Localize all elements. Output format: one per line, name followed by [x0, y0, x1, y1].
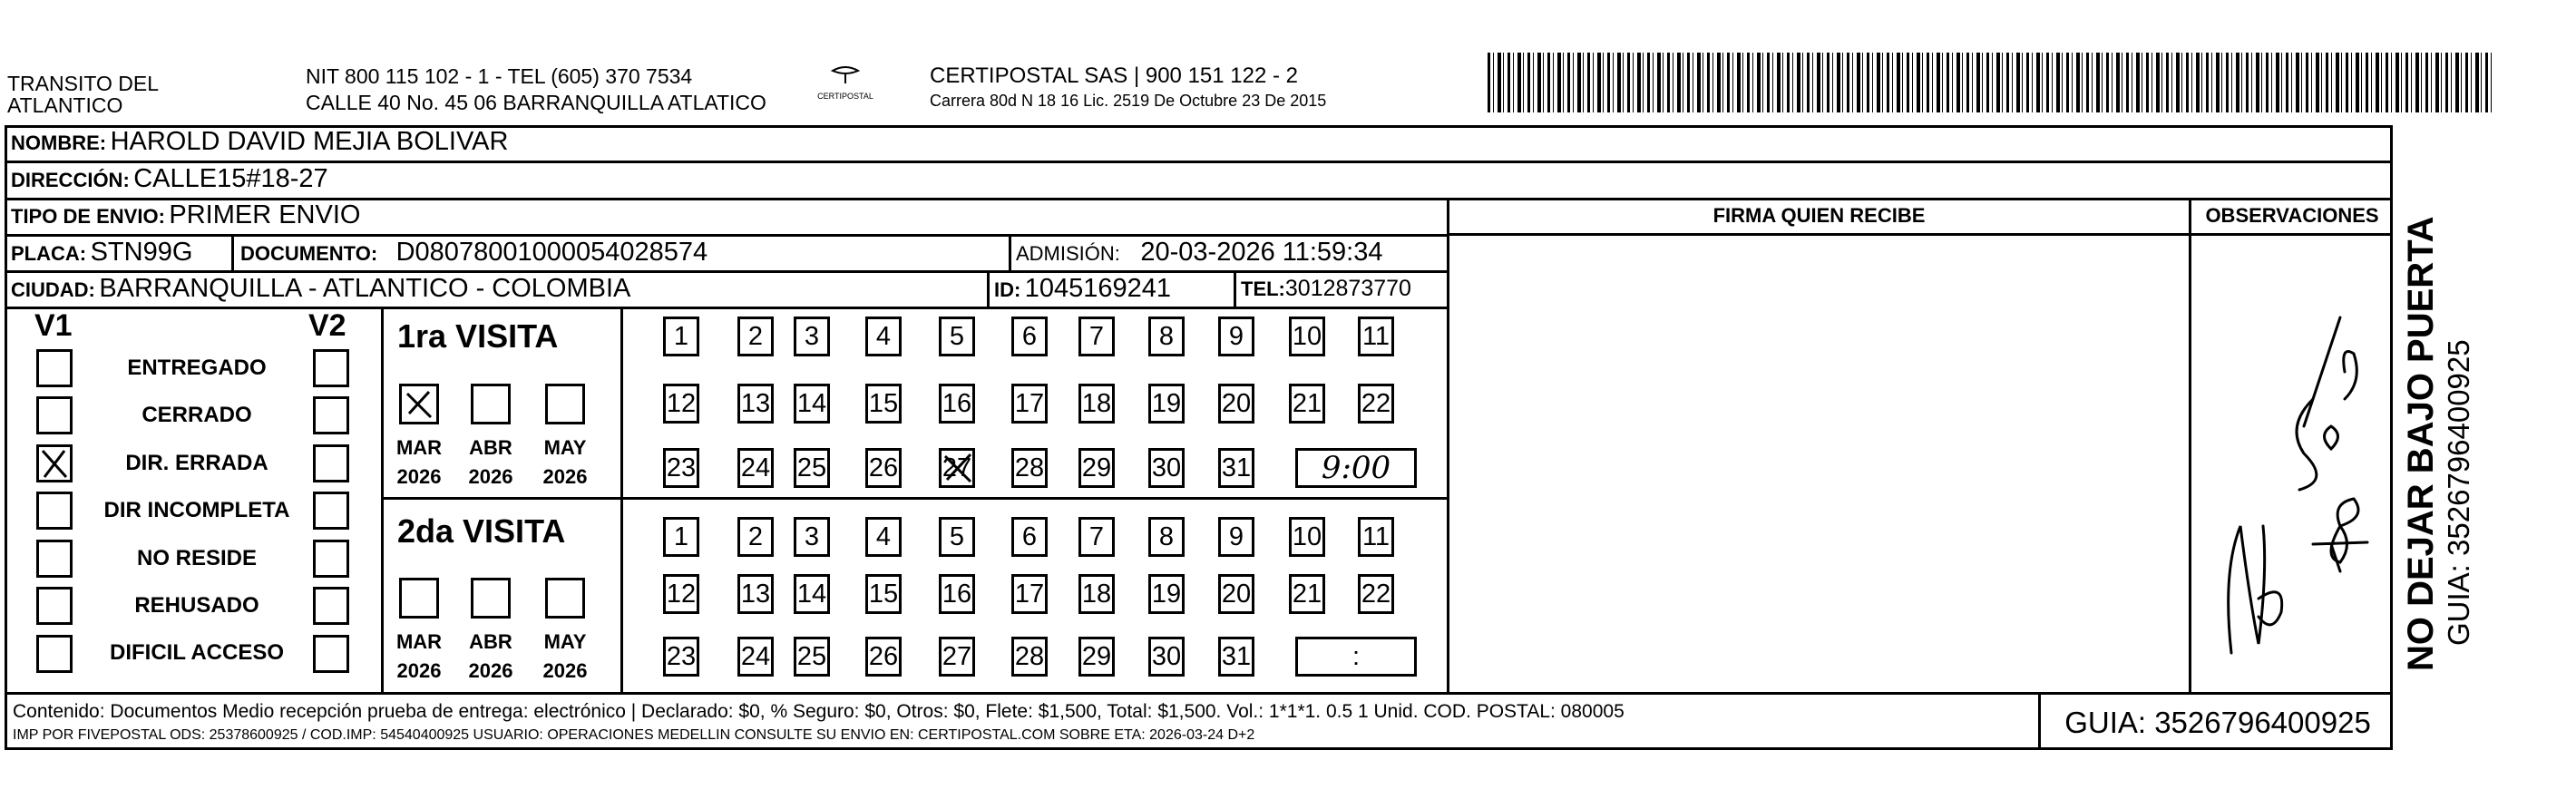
direccion-field — [11, 164, 328, 194]
footer-contenido: Contenido: Documentos Medio recepción prueba de entrega: electrónico | Declarado: $0, % Seguro: $0, Otros: $0, Flete: $1,500, Total: $1,500. Vol.: 1*1*1. 0.5 1 Unid. COD. POSTAL: 080005 — [13, 701, 1625, 722]
sender-info — [306, 63, 766, 116]
day-number: 23 — [666, 641, 697, 671]
first-day-16[interactable] — [939, 384, 975, 424]
first-day-27[interactable] — [939, 448, 975, 488]
day-number: 17 — [1014, 388, 1045, 418]
day-number: 9 — [1228, 321, 1244, 351]
day-number: 30 — [1151, 641, 1182, 671]
row-line-1 — [5, 161, 2393, 163]
reason-dir-incompleta: DIR INCOMPLETA — [103, 498, 290, 522]
first-day-25[interactable] — [794, 448, 830, 488]
org-line-2: ATLANTICO — [7, 93, 123, 117]
second-day-6[interactable] — [1011, 517, 1048, 557]
v2-label: V2 — [308, 308, 346, 343]
placa-field — [11, 238, 192, 268]
second-day-16[interactable] — [939, 574, 975, 614]
second-day-27[interactable] — [939, 637, 975, 677]
check-mark-icon — [39, 447, 70, 480]
logo-icon — [827, 63, 864, 87]
day-number: 29 — [1081, 641, 1112, 671]
check-mark-icon — [402, 386, 436, 423]
second-day-22[interactable] — [1358, 574, 1394, 614]
second-day-2[interactable] — [737, 517, 774, 557]
day-number: 4 — [875, 321, 892, 351]
obs-left-line — [2189, 198, 2191, 692]
day-number: 26 — [868, 453, 899, 482]
tipo-label: TIPO DE ENVIO: — [11, 205, 165, 228]
footer-imp: IMP POR FIVEPOSTAL ODS: 25378600925 / COD.IMP: 54540400925 USUARIO: OPERACIONES MEDELLIN CONSULTE SU ENVIO EN: CERTIPOSTAL.COM SOBRE ETA: 2026-03-24 D+2 — [13, 727, 1255, 743]
month-name: MAR — [395, 436, 443, 459]
admision-field — [1016, 238, 1383, 268]
first-day-20[interactable] — [1218, 384, 1254, 424]
reason-dificil-acceso: DIFICIL ACCESO — [109, 640, 284, 665]
tel-value: 3012873770 — [1284, 276, 1411, 301]
day-number: 2 — [747, 521, 764, 551]
sign-left-line — [1447, 198, 1449, 692]
first-label-mar — [392, 434, 446, 492]
first-day-14[interactable] — [794, 384, 830, 424]
v2-checkbox-dir-errada[interactable] — [313, 444, 349, 482]
day-number: 3 — [804, 321, 820, 351]
day-number: 9 — [1228, 521, 1244, 551]
row-line-2 — [5, 198, 2393, 200]
id-value: 1045169241 — [1024, 274, 1172, 303]
day-number: 8 — [1158, 321, 1175, 351]
day-number: 27 — [942, 453, 972, 482]
side-notice — [2401, 163, 2476, 671]
day-number: 14 — [796, 388, 827, 418]
day-number: 27 — [942, 641, 972, 671]
second-day-29[interactable] — [1078, 637, 1115, 677]
day-number: 28 — [1014, 453, 1045, 482]
first-day-1[interactable] — [663, 317, 699, 356]
row-line-3 — [5, 234, 1447, 237]
second-day-5[interactable] — [939, 517, 975, 557]
day-number: 11 — [1361, 321, 1390, 351]
day-number: 1 — [673, 321, 689, 351]
sender-address: CALLE 40 No. 45 06 BARRANQUILLA ATLATICO — [306, 91, 766, 114]
reason-entregado: ENTREGADO — [127, 356, 267, 380]
first-day-23[interactable] — [663, 448, 699, 488]
first-label-abr — [463, 434, 518, 492]
month-name: ABR — [469, 436, 512, 459]
first-day-8[interactable] — [1148, 317, 1185, 356]
placa-label: PLACA: — [11, 242, 87, 265]
second-day-18[interactable] — [1078, 574, 1115, 614]
v1-checkbox-dir-errada[interactable] — [36, 444, 73, 482]
org-name — [7, 73, 189, 116]
day-number: 22 — [1361, 388, 1391, 418]
footer-divider — [2038, 692, 2041, 750]
second-day-13[interactable] — [737, 574, 774, 614]
first-day-22[interactable] — [1358, 384, 1394, 424]
visit-divider — [381, 497, 1447, 500]
second-day-31[interactable] — [1218, 637, 1254, 677]
first-day-26[interactable] — [865, 448, 902, 488]
observaciones-handwritten — [2195, 299, 2386, 680]
month-year: 2026 — [396, 659, 442, 682]
observaciones-label: OBSERVACIONES — [2205, 204, 2379, 227]
tel-label: TEL: — [1241, 278, 1285, 300]
first-day-5[interactable] — [939, 317, 975, 356]
second-day-3[interactable] — [794, 517, 830, 557]
day-number: 15 — [868, 579, 899, 609]
certipostal-logo — [809, 63, 882, 109]
day-number: 28 — [1014, 641, 1045, 671]
day-number: 20 — [1221, 579, 1252, 609]
tipo-field — [11, 200, 360, 230]
second-label-abr — [463, 628, 518, 686]
company-name: CERTIPOSTAL SAS | 900 151 122 - 2 — [930, 63, 1298, 88]
documento-value: D08078001000054028574 — [395, 238, 708, 267]
second-day-25[interactable] — [794, 637, 830, 677]
first-day-24[interactable] — [737, 448, 774, 488]
sender-nit: NIT 800 115 102 - 1 - TEL (605) 370 7534 — [306, 64, 693, 88]
logo-text: CERTIPOSTAL — [817, 92, 873, 101]
footer-guia: GUIA: 3526796400925 — [2064, 706, 2371, 739]
first-day-30[interactable] — [1148, 448, 1185, 488]
day-number: 3 — [804, 521, 820, 551]
month-name: MAY — [543, 436, 587, 459]
reason-no-reside: NO RESIDE — [136, 546, 258, 570]
v2-checkbox-rehusado[interactable] — [313, 587, 349, 625]
second-month-mar[interactable] — [399, 578, 439, 619]
tipo-value: PRIMER ENVIO — [169, 200, 361, 229]
day-number: 30 — [1151, 453, 1182, 482]
day-number: 18 — [1081, 579, 1112, 609]
ciudad-field — [11, 274, 630, 304]
day-number: 16 — [942, 579, 972, 609]
firma-label: FIRMA QUIEN RECIBE — [1712, 204, 1926, 227]
month-year: 2026 — [396, 465, 442, 488]
check-mark-icon — [942, 451, 974, 485]
reason-cerrado: CERRADO — [141, 403, 252, 427]
nombre-label: NOMBRE: — [11, 132, 107, 154]
sign-top-line — [1447, 233, 2393, 236]
placa-divider — [231, 234, 234, 270]
reason-dir-errada: DIR. ERRADA — [125, 451, 268, 475]
day-number: 10 — [1292, 521, 1322, 551]
day-number: 25 — [796, 453, 827, 482]
day-number: 29 — [1081, 453, 1112, 482]
id-field — [994, 274, 1171, 304]
month-year: 2026 — [468, 465, 513, 488]
first-day-21[interactable] — [1289, 384, 1325, 424]
day-number: 24 — [740, 453, 771, 482]
org-line-1: TRANSITO DEL — [7, 72, 159, 95]
second-day-14[interactable] — [794, 574, 830, 614]
day-number: 5 — [949, 321, 965, 351]
second-time-field[interactable] — [1295, 637, 1417, 677]
v1-label: V1 — [34, 308, 73, 343]
first-day-12[interactable] — [663, 384, 699, 424]
placa-value: STN99G — [90, 238, 193, 267]
month-name: MAR — [395, 630, 443, 653]
first-day-13[interactable] — [737, 384, 774, 424]
tel-divider — [1234, 270, 1236, 307]
v2-checkbox-dir-incompleta[interactable] — [313, 492, 349, 530]
day-number: 10 — [1292, 321, 1322, 351]
first-day-2[interactable] — [737, 317, 774, 356]
second-label-may — [538, 628, 592, 686]
month-name: MAY — [543, 630, 587, 653]
day-number: 31 — [1221, 641, 1252, 671]
second-day-4[interactable] — [865, 517, 902, 557]
second-day-17[interactable] — [1011, 574, 1048, 614]
day-number: 7 — [1088, 321, 1105, 351]
day-number: 1 — [673, 521, 689, 551]
first-day-28[interactable] — [1011, 448, 1048, 488]
day-number: 5 — [949, 521, 965, 551]
v2-checkbox-no-reside[interactable] — [313, 540, 349, 578]
second-day-19[interactable] — [1148, 574, 1185, 614]
second-day-8[interactable] — [1148, 517, 1185, 557]
day-number: 21 — [1292, 579, 1322, 609]
second-day-7[interactable] — [1078, 517, 1115, 557]
day-number: 17 — [1014, 579, 1045, 609]
second-day-21[interactable] — [1289, 574, 1325, 614]
second-day-10[interactable] — [1289, 517, 1325, 557]
first-day-9[interactable] — [1218, 317, 1254, 356]
footer-line — [5, 692, 2393, 695]
second-day-30[interactable] — [1148, 637, 1185, 677]
first-day-29[interactable] — [1078, 448, 1115, 488]
day-number: 2 — [747, 321, 764, 351]
day-number: 26 — [868, 641, 899, 671]
documento-label: DOCUMENTO: — [240, 242, 378, 265]
id-label: ID: — [994, 278, 1021, 301]
first-day-4[interactable] — [865, 317, 902, 356]
first-day-11[interactable] — [1358, 317, 1394, 356]
documento-field — [240, 238, 707, 268]
admision-value: 20-03-2026 11:59:34 — [1140, 238, 1383, 267]
day-number: 4 — [875, 521, 892, 551]
first-day-6[interactable] — [1011, 317, 1048, 356]
day-number: 13 — [740, 388, 771, 418]
row-line-4 — [5, 270, 1447, 273]
ciudad-value: BARRANQUILLA - ATLANTICO - COLOMBIA — [99, 274, 631, 303]
id-divider — [987, 270, 990, 307]
second-time-value: : — [1351, 641, 1361, 671]
day-number: 18 — [1081, 388, 1112, 418]
day-number: 11 — [1361, 521, 1390, 551]
first-day-3[interactable] — [794, 317, 830, 356]
row-line-5 — [5, 307, 1447, 309]
v1-checkbox-no-reside[interactable] — [36, 540, 73, 578]
second-day-11[interactable] — [1358, 517, 1394, 557]
reason-rehusado: REHUSADO — [134, 593, 259, 618]
first-month-mar[interactable] — [399, 384, 439, 424]
direccion-value: CALLE15#18-27 — [133, 164, 328, 193]
v1-checkbox-rehusado[interactable] — [36, 587, 73, 625]
second-day-28[interactable] — [1011, 637, 1048, 677]
month-name: ABR — [469, 630, 512, 653]
months-divider — [620, 307, 623, 692]
second-day-26[interactable] — [865, 637, 902, 677]
ciudad-label: CIUDAD: — [11, 278, 95, 301]
v2-checkbox-entregado[interactable] — [313, 349, 349, 387]
v1-checkbox-entregado[interactable] — [36, 349, 73, 387]
day-number: 6 — [1021, 321, 1038, 351]
company-info — [930, 63, 1326, 112]
first-time-value: 9:00 — [1321, 450, 1391, 486]
second-visit-title: 2da VISITA — [397, 512, 566, 550]
month-year: 2026 — [468, 659, 513, 682]
second-month-may[interactable] — [545, 578, 585, 619]
day-number: 6 — [1021, 521, 1038, 551]
direccion-label: DIRECCIÓN: — [11, 169, 130, 191]
day-number: 16 — [942, 388, 972, 418]
v2-checkbox-dificil-acceso[interactable] — [313, 635, 349, 673]
first-day-10[interactable] — [1289, 317, 1325, 356]
v1-checkbox-dir-incompleta[interactable] — [36, 492, 73, 530]
day-number: 21 — [1292, 388, 1322, 418]
first-month-abr[interactable] — [471, 384, 511, 424]
day-number: 22 — [1361, 579, 1391, 609]
day-number: 24 — [740, 641, 771, 671]
side-guia: GUIA: 3526796400925 — [2442, 339, 2475, 646]
first-day-15[interactable] — [865, 384, 902, 424]
no-dejar-notice: NO DEJAR BAJO PUERTA — [2401, 216, 2441, 671]
second-day-15[interactable] — [865, 574, 902, 614]
first-day-7[interactable] — [1078, 317, 1115, 356]
day-number: 14 — [796, 579, 827, 609]
v2-checkbox-cerrado[interactable] — [313, 396, 349, 434]
v1-checkbox-dificil-acceso[interactable] — [36, 635, 73, 673]
second-day-1[interactable] — [663, 517, 699, 557]
admision-divider — [1009, 234, 1011, 270]
day-number: 25 — [796, 641, 827, 671]
first-day-31[interactable] — [1218, 448, 1254, 488]
handwriting-icon — [2195, 299, 2386, 680]
day-number: 15 — [868, 388, 899, 418]
company-address: Carrera 80d N 18 16 Lic. 2519 De Octubre 23 De 2015 — [930, 92, 1327, 110]
v1-checkbox-cerrado[interactable] — [36, 396, 73, 434]
day-number: 13 — [740, 579, 771, 609]
second-day-20[interactable] — [1218, 574, 1254, 614]
first-day-18[interactable] — [1078, 384, 1115, 424]
second-day-24[interactable] — [737, 637, 774, 677]
barcode — [1488, 53, 2494, 112]
first-visit-title: 1ra VISITA — [397, 317, 559, 355]
day-number: 7 — [1088, 521, 1105, 551]
day-number: 12 — [666, 579, 697, 609]
day-number: 12 — [666, 388, 697, 418]
nombre-value: HAROLD DAVID MEJIA BOLIVAR — [110, 127, 509, 156]
first-time-field[interactable] — [1295, 448, 1417, 488]
second-day-12[interactable] — [663, 574, 699, 614]
day-number: 19 — [1151, 388, 1182, 418]
first-month-may[interactable] — [545, 384, 585, 424]
first-day-17[interactable] — [1011, 384, 1048, 424]
tel-field — [1241, 276, 1411, 302]
second-month-abr[interactable] — [471, 578, 511, 619]
admision-label: ADMISIÓN: — [1016, 242, 1120, 265]
day-number: 23 — [666, 453, 697, 482]
second-label-mar — [392, 628, 446, 686]
month-year: 2026 — [542, 465, 588, 488]
first-day-19[interactable] — [1148, 384, 1185, 424]
month-year: 2026 — [542, 659, 588, 682]
second-day-9[interactable] — [1218, 517, 1254, 557]
day-number: 20 — [1221, 388, 1252, 418]
nombre-field — [11, 127, 508, 157]
day-number: 19 — [1151, 579, 1182, 609]
reasons-divider — [381, 307, 384, 692]
first-label-may — [538, 434, 592, 492]
day-number: 8 — [1158, 521, 1175, 551]
day-number: 31 — [1221, 453, 1252, 482]
second-day-23[interactable] — [663, 637, 699, 677]
